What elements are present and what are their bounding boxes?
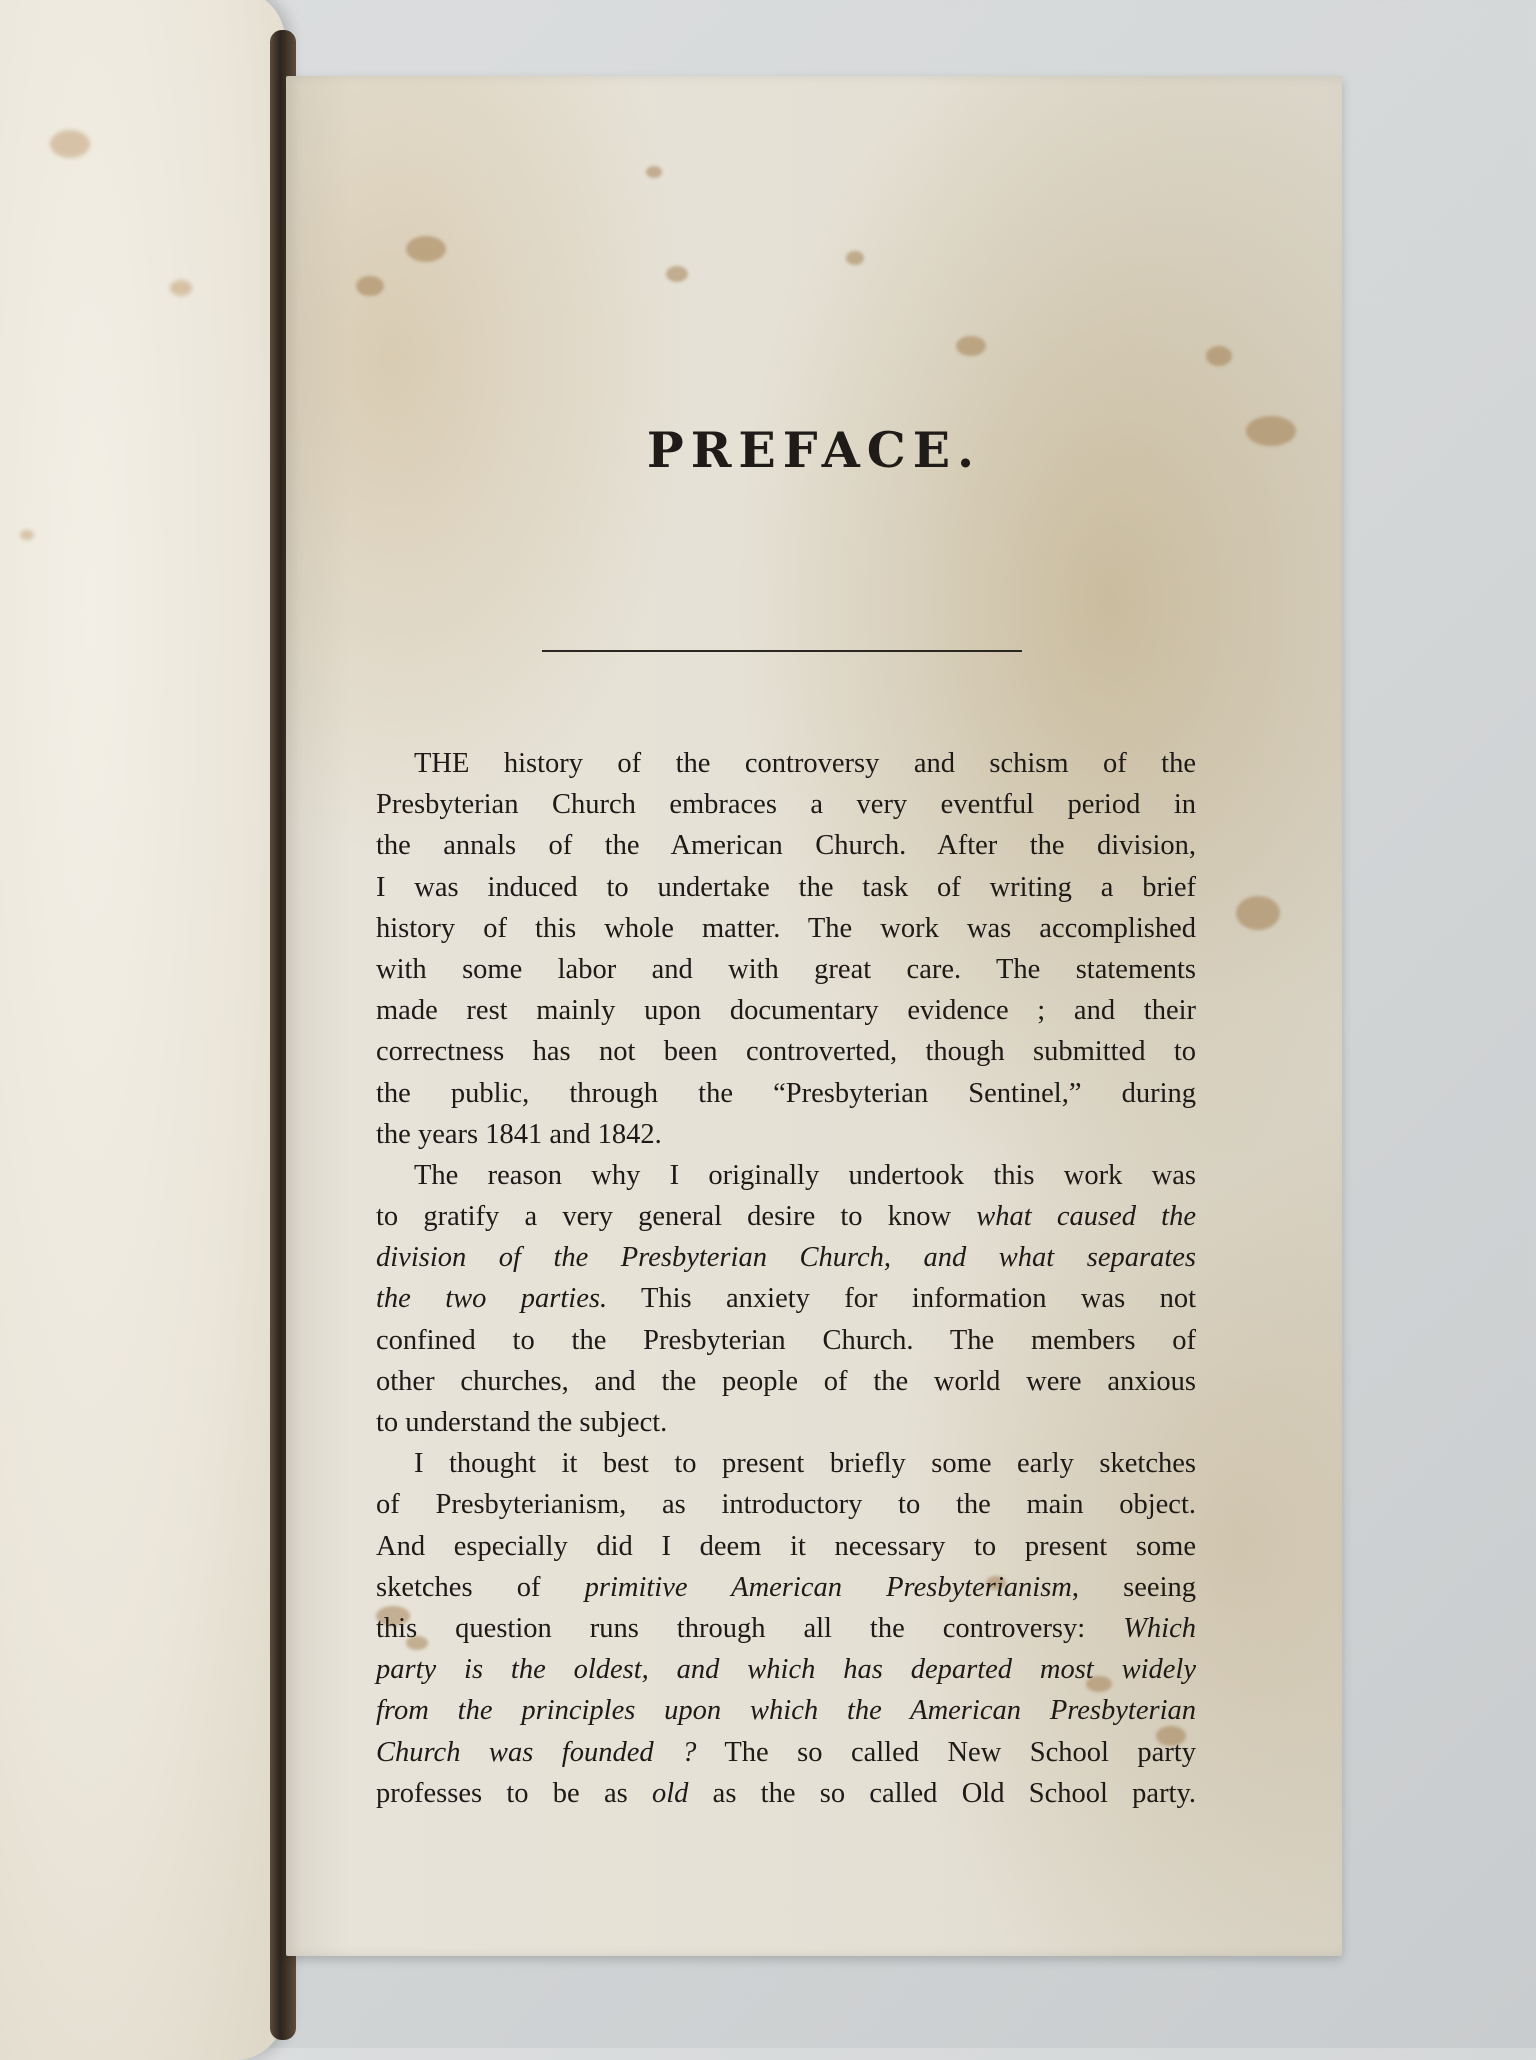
text-line: Church was founded ? The so called New School party <box>376 1736 1196 1768</box>
text-line: the public, through the “Presbyterian Sentinel,” during <box>376 1077 1196 1109</box>
page-title: PREFACE. <box>646 421 982 479</box>
text-line: THE history of the controversy and schism of the <box>414 748 1196 779</box>
text-line: made rest mainly upon documentary evidence ; and their <box>376 995 1196 1027</box>
left-page-bleedthrough <box>10 720 210 992</box>
text-line: the years 1841 and 1842. <box>376 1118 662 1150</box>
text-line: to understand the subject. <box>376 1407 668 1438</box>
text-line: I was induced to undertake the task of writing a brief <box>376 871 1196 903</box>
text-line: from the principles upon which the American Presbyterian <box>376 1695 1196 1727</box>
title-rule <box>542 650 1022 652</box>
text-line: the annals of the American Church. After the division, <box>376 830 1196 862</box>
text-line: with some labor and with great care. The statements <box>376 953 1196 985</box>
text-line: history of this whole matter. The work was accomplished <box>376 912 1196 944</box>
text-line: division of the Presbyterian Church, and what separates <box>376 1242 1196 1274</box>
text-line: to gratify a very general desire to know what caused the <box>376 1201 1196 1233</box>
text-line: of Presbyterianism, as introductory to the main object. <box>376 1489 1196 1521</box>
text-line: Presbyterian Church embraces a very eventful period in <box>376 789 1196 821</box>
text-line: And especially did I deem it necessary to present some <box>376 1530 1196 1562</box>
text-line: other churches, and the people of the world were anxious <box>376 1365 1196 1397</box>
text-line: correctness has not been controverted, though submitted to <box>376 1036 1196 1068</box>
book-page <box>286 76 1342 1956</box>
preface-body <box>376 743 1196 1814</box>
text-line: confined to the Presbyterian Church. The members of <box>376 1324 1196 1356</box>
text-line: professes to be as old as the so called Old School party. <box>376 1777 1196 1809</box>
text-line: the two parties. This anxiety for information was not <box>376 1283 1196 1315</box>
text-line: The reason why I originally undertook this work was <box>414 1159 1196 1191</box>
text-line: party is the oldest, and which has departed most widely <box>376 1654 1196 1686</box>
text-line: I thought it best to present briefly some early sketches <box>414 1448 1196 1480</box>
text-line: this question runs through all the controversy: Which <box>376 1612 1196 1644</box>
left-facing-page <box>0 0 285 2060</box>
text-line: sketches of primitive American Presbyterianism, seeing <box>376 1571 1196 1603</box>
